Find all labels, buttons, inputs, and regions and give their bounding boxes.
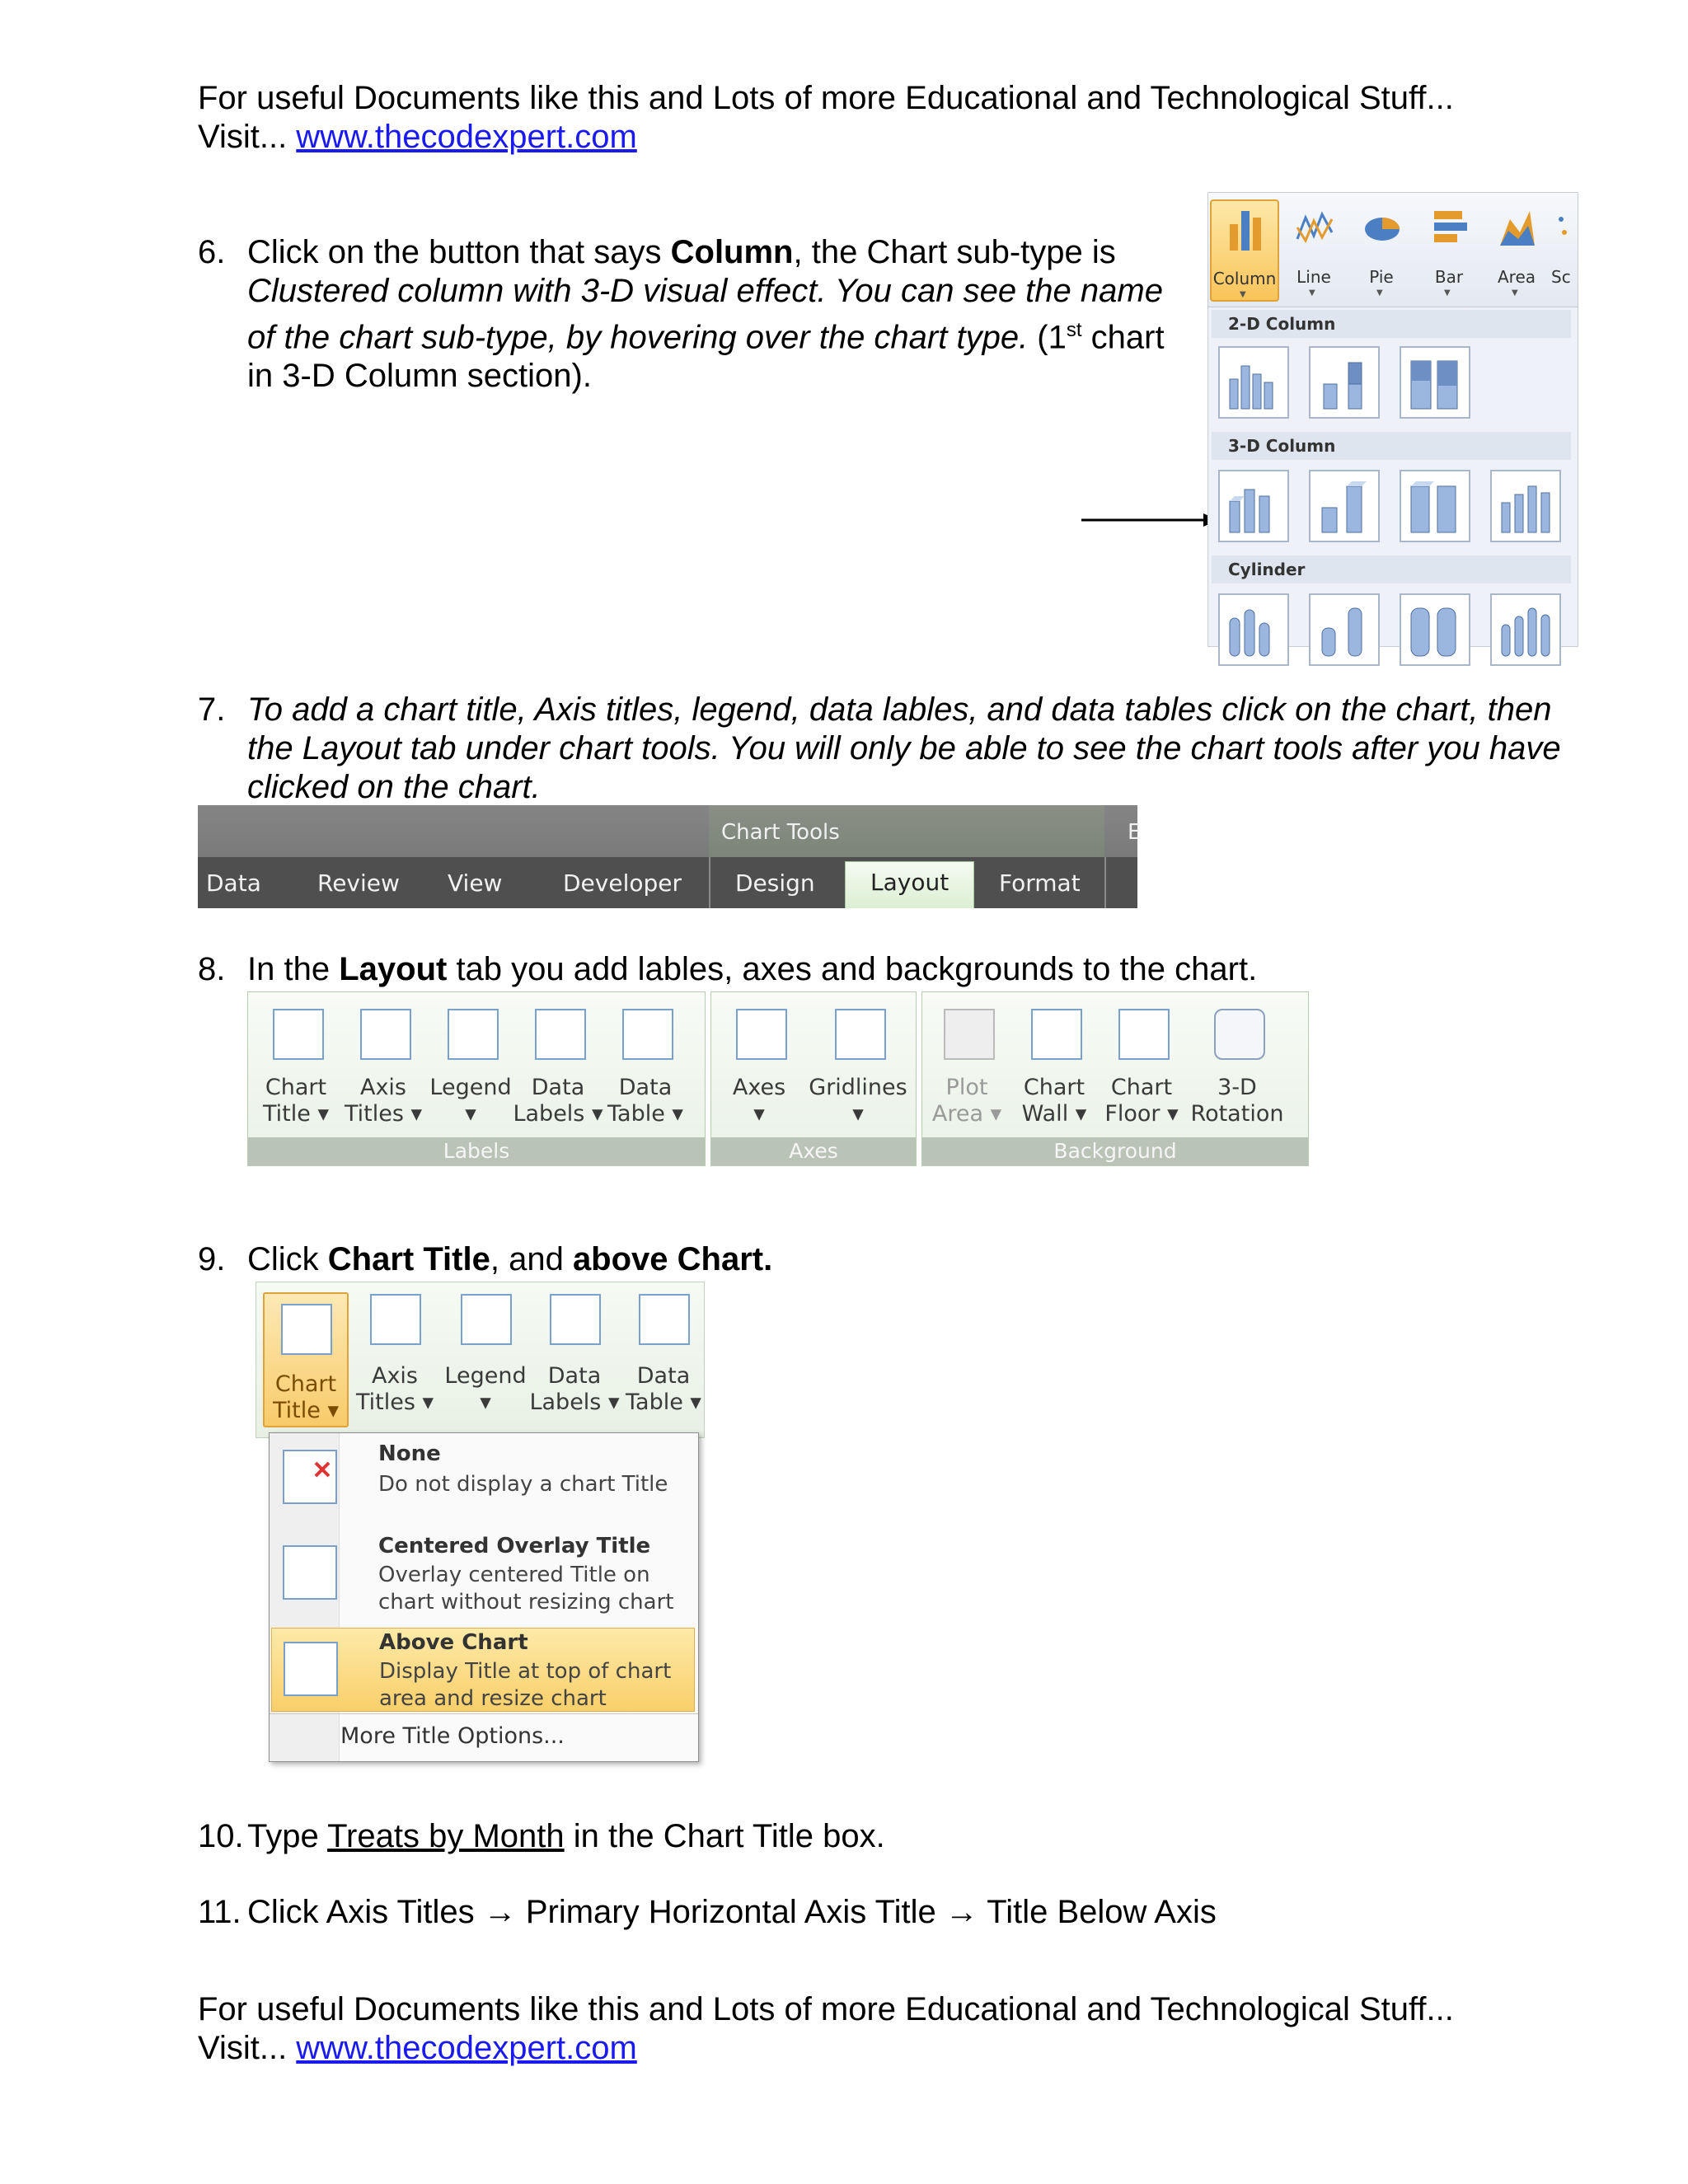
chart-title-icon <box>281 1304 332 1355</box>
axis-titles-icon <box>370 1294 421 1345</box>
chart-floor-icon <box>1118 1009 1170 1060</box>
more-title-options-link[interactable]: More Title Options... <box>340 1723 565 1749</box>
scatter-chart-icon <box>1556 203 1594 251</box>
step-6-line-4 <box>247 357 1220 396</box>
tab-design[interactable]: Design <box>735 869 815 897</box>
step-9-bold-above-chart: above Chart. <box>572 1241 773 1277</box>
menu-item-above-chart-title: Above Chart <box>379 1630 528 1655</box>
data-table-label-l2: Table ▾ <box>607 1101 683 1127</box>
menu-item-above-chart-desc: Display Title at top of chart area and resize chart <box>379 1659 672 1711</box>
step-9-text <box>247 1240 1607 1279</box>
chart-subtype-100-stacked-column[interactable] <box>1400 346 1470 419</box>
step-9-number: 9. <box>198 1241 226 1277</box>
chart-type-area-button[interactable] <box>1484 199 1550 298</box>
data-labels-label-l2: Labels ▾ <box>513 1101 603 1127</box>
data-table-icon <box>639 1294 690 1345</box>
data-labels-mini-label <box>525 1363 624 1416</box>
gridlines-label <box>809 1075 907 1127</box>
legend-label <box>421 1075 520 1127</box>
step-9-text-a: Click <box>247 1241 328 1277</box>
chart-title-icon <box>273 1009 324 1060</box>
chart-wall-label <box>1005 1075 1104 1127</box>
chart-type-line-button[interactable] <box>1281 199 1347 298</box>
chevron-down-icon: ▼ <box>1309 288 1315 298</box>
3d-percent-stacked-column-icon <box>1404 478 1465 536</box>
data-table-mini-label-l1: Data <box>636 1363 691 1389</box>
section-cylinder: Cylinder <box>1212 555 1571 583</box>
header-visit-label: Visit... <box>198 119 297 155</box>
3d-rotation-label-l1: 3-D <box>1217 1075 1257 1100</box>
step-6-text-a: Click on the button that says <box>247 234 671 270</box>
chart-subtype-3d-column[interactable] <box>1490 470 1561 542</box>
tab-developer[interactable]: Developer <box>563 869 682 897</box>
section-2d-column: 2-D Column <box>1212 310 1571 338</box>
step-11-text: Click Axis Titles → Primary Horizontal Axis Title → Title Below Axis <box>247 1894 1217 1930</box>
step-6 <box>198 233 1187 398</box>
legend-mini-label-l1: Legend <box>444 1363 527 1389</box>
legend-label-l2: ▾ <box>465 1101 476 1127</box>
step-6-superscript: st <box>1066 319 1082 341</box>
chart-title-dropdown-menu <box>269 1432 699 1762</box>
step-7-line-3: clicked on the chart. <box>247 769 541 805</box>
axis-titles-mini-label <box>345 1363 444 1416</box>
3d-column-icon <box>1495 478 1556 536</box>
chart-title-button-active[interactable] <box>263 1292 349 1427</box>
axis-titles-mini-label-l1: Axis <box>371 1363 419 1389</box>
above-chart-title-icon <box>284 1642 338 1696</box>
chart-floor-label-l2: Floor ▾ <box>1104 1101 1179 1127</box>
chart-subtype-3d-cylinder[interactable] <box>1490 593 1561 666</box>
chart-type-area-label: Area <box>1497 267 1536 287</box>
data-table-mini-label-l2: Table ▾ <box>626 1390 701 1415</box>
chart-subtype-100-stacked-cylinder[interactable] <box>1400 593 1470 666</box>
legend-icon <box>448 1009 499 1060</box>
step-10-number: 10. <box>198 1818 244 1854</box>
ribbon-edge-char: E <box>1128 820 1142 845</box>
step-8-text-b: tab you add lables, axes and backgrounds to the chart. <box>447 951 1258 987</box>
labels-ribbon-mini <box>256 1282 705 1438</box>
axes-icon <box>736 1009 787 1060</box>
step-7-text <box>247 691 1607 807</box>
footer-website-link[interactable]: www.thecodexpert.com <box>296 2030 637 2066</box>
step-6-italic-b: of the chart sub-type, by hovering over the chart type. <box>247 319 1029 356</box>
step-9 <box>198 1240 1599 1282</box>
clustered-cylinder-icon <box>1223 602 1284 659</box>
chart-wall-label-l2: Wall ▾ <box>1021 1101 1087 1127</box>
tab-review[interactable]: Review <box>317 869 400 897</box>
step-6-line-3 <box>247 311 1220 357</box>
step-6-line-2 <box>247 272 1220 311</box>
data-table-icon <box>622 1009 673 1060</box>
column-chart-icon <box>1226 204 1264 252</box>
step-11 <box>198 1893 1599 1934</box>
chart-subtype-3d-100-stacked-column[interactable] <box>1400 470 1470 542</box>
chart-type-bar-button[interactable] <box>1416 199 1482 298</box>
step-10-text-b: in the Chart Title box. <box>564 1818 885 1854</box>
step-11-number: 11. <box>198 1894 241 1930</box>
step-7-line-1: To add a chart title, Axis titles, legend, data lables, and data tables click on the chart, then <box>247 691 1552 728</box>
gridlines-label-l2: ▾ <box>852 1101 864 1127</box>
percent-stacked-column-icon <box>1404 354 1465 412</box>
data-labels-label-l1: Data <box>531 1075 585 1100</box>
chart-type-bar-label: Bar <box>1434 267 1464 287</box>
step-6-bold-column: Column <box>670 234 794 270</box>
chart-subtype-3d-clustered-column[interactable] <box>1218 470 1289 542</box>
chevron-down-icon: ▼ <box>1240 290 1246 299</box>
footer-promo <box>198 1990 1599 2068</box>
tab-divider <box>709 857 710 908</box>
bar-chart-icon <box>1431 203 1469 251</box>
chart-type-scatter-button[interactable] <box>1551 199 1584 298</box>
line-chart-icon <box>1296 203 1334 251</box>
chart-subtype-clustered-column[interactable] <box>1218 346 1289 419</box>
chart-subtype-clustered-cylinder[interactable] <box>1218 593 1289 666</box>
chevron-down-icon: ▼ <box>1444 288 1451 298</box>
plot-area-icon <box>944 1009 995 1060</box>
axes-group <box>710 991 917 1166</box>
menu-item-centered-overlay-title: Centered Overlay Title <box>378 1534 651 1558</box>
data-table-mini-label <box>614 1363 713 1416</box>
chart-subtype-stacked-cylinder[interactable] <box>1309 593 1380 666</box>
data-labels-icon <box>535 1009 586 1060</box>
clustered-column-icon <box>1223 354 1284 412</box>
axis-titles-label-l1: Axis <box>359 1075 407 1100</box>
header-promo-text: For useful Documents like this and Lots of more Educational and Technological Stuff... <box>198 80 1454 116</box>
background-group <box>921 991 1309 1166</box>
step-6-text-b: , the Chart sub-type is <box>793 234 1116 270</box>
gridlines-icon <box>835 1009 886 1060</box>
3d-cylinder-icon <box>1495 602 1556 659</box>
step-8-text-a: In the <box>247 951 340 987</box>
chart-type-column-label: Column <box>1212 269 1277 288</box>
step-10-text-a: Type <box>247 1818 328 1854</box>
chevron-down-icon: ▼ <box>1376 288 1383 298</box>
step-10-text <box>247 1817 1607 1856</box>
step-6-text <box>247 233 1220 396</box>
legend-mini-label-l2: ▾ <box>480 1390 491 1415</box>
axes-group-label: Axes <box>711 1137 916 1165</box>
step-6-number: 6. <box>198 234 226 270</box>
area-chart-icon <box>1498 203 1536 251</box>
step-6-text-e: in 3-D Column section). <box>247 358 592 395</box>
labels-group-label: Labels <box>248 1137 705 1165</box>
menu-item-centered-overlay[interactable] <box>271 1529 695 1626</box>
chart-type-panel <box>1207 192 1578 647</box>
step-7-line-2: the Layout tab under chart tools. You will only be able to see the chart tools after you have <box>247 730 1561 766</box>
chart-floor-label <box>1092 1075 1191 1127</box>
chart-title-menu-screenshot <box>256 1282 705 1776</box>
axis-titles-label <box>334 1075 433 1127</box>
tab-view[interactable]: View <box>448 869 503 897</box>
menu-item-above-chart[interactable] <box>271 1628 695 1712</box>
layout-ribbon <box>247 991 1309 1166</box>
step-6-text-c: (1 <box>1028 319 1067 356</box>
step-7-number: 7. <box>198 691 226 728</box>
percent-stacked-cylinder-icon <box>1404 602 1465 659</box>
axis-titles-icon <box>360 1009 411 1060</box>
step-8-number: 8. <box>198 951 226 987</box>
chart-title-label-l2: Title ▾ <box>263 1101 329 1127</box>
chart-wall-label-l1: Chart <box>1023 1075 1085 1100</box>
chart-tools-label: Chart Tools <box>721 820 840 845</box>
chart-type-pie-button[interactable] <box>1348 199 1414 298</box>
chart-title-active-label-l1: Chart <box>274 1371 337 1397</box>
pointer-arrow-icon <box>1080 508 1220 532</box>
step-7 <box>198 691 1599 810</box>
header-website-link[interactable]: www.thecodexpert.com <box>296 119 637 155</box>
axes-label-l2: ▾ <box>753 1101 765 1127</box>
chart-wall-icon <box>1031 1009 1082 1060</box>
data-labels-icon <box>550 1294 601 1345</box>
stacked-cylinder-icon <box>1314 602 1375 659</box>
chart-type-line-label: Line <box>1296 267 1331 287</box>
menu-item-none-desc: Do not display a chart Title <box>378 1472 668 1497</box>
step-6-italic-a: Clustered column with 3-D visual effect. You can see the name <box>247 273 1163 309</box>
pie-chart-icon <box>1363 203 1401 251</box>
tab-data[interactable]: Data <box>206 869 261 897</box>
header-promo <box>198 79 1599 157</box>
centered-overlay-title-icon <box>283 1545 337 1600</box>
chart-type-bar <box>1208 193 1578 307</box>
chart-title-active-label <box>256 1371 355 1424</box>
chart-title-label <box>246 1075 345 1127</box>
stacked-column-icon <box>1314 354 1375 412</box>
section-3d-column: 3-D Column <box>1212 432 1571 460</box>
step-8 <box>198 950 1599 991</box>
step-9-text-b: , and <box>490 1241 573 1277</box>
step-8-bold-layout: Layout <box>339 951 448 987</box>
tab-layout[interactable]: Layout <box>845 861 974 908</box>
footer-visit-label: Visit... <box>198 2030 297 2066</box>
3d-clustered-column-icon <box>1223 478 1284 536</box>
menu-item-centered-overlay-desc: Overlay centered Title on chart without resizing chart <box>378 1563 674 1615</box>
axes-label-l1: Axes <box>732 1075 786 1100</box>
tab-divider <box>1104 857 1106 908</box>
axes-label <box>710 1075 809 1127</box>
chart-type-column-button[interactable] <box>1210 199 1279 302</box>
menu-item-none[interactable] <box>271 1436 695 1519</box>
ribbon-tab-strip <box>198 805 1142 908</box>
data-table-label <box>596 1075 695 1127</box>
chart-type-pie-label: Pie <box>1369 267 1394 287</box>
tab-format[interactable]: Format <box>999 869 1081 897</box>
step-6-line-1 <box>247 233 1220 272</box>
step-9-bold-chart-title: Chart Title <box>327 1241 490 1277</box>
chart-subtype-3d-stacked-column[interactable] <box>1309 470 1380 542</box>
footer-visit-line <box>198 2029 1599 2068</box>
gridlines-label-l1: Gridlines <box>809 1075 907 1100</box>
footer-promo-text: For useful Documents like this and Lots of more Educational and Technological Stuff... <box>198 1991 1454 2027</box>
step-10 <box>198 1817 1599 1858</box>
menu-item-none-title: None <box>378 1441 441 1466</box>
legend-mini-label <box>436 1363 535 1416</box>
data-labels-mini-label-l2: Labels ▾ <box>529 1390 620 1415</box>
close-icon <box>284 1451 335 1502</box>
3d-rotation-icon <box>1214 1009 1265 1060</box>
3d-stacked-column-icon <box>1314 478 1375 536</box>
no-title-icon <box>283 1450 337 1504</box>
legend-label-l1: Legend <box>429 1075 512 1100</box>
plot-area-label <box>917 1075 1016 1127</box>
legend-icon <box>461 1294 512 1345</box>
chart-subtype-stacked-column[interactable] <box>1309 346 1380 419</box>
step-8-text <box>247 950 1607 989</box>
data-table-label-l1: Data <box>618 1075 673 1100</box>
chart-title-active-label-l2: Title ▾ <box>273 1398 339 1423</box>
data-labels-label <box>509 1075 607 1127</box>
chevron-down-icon: ▼ <box>1512 288 1518 298</box>
step-10-underlined-title: Treats by Month <box>327 1818 565 1854</box>
menu-separator <box>270 1713 698 1714</box>
labels-group <box>247 991 706 1166</box>
axis-titles-label-l2: Titles ▾ <box>344 1101 423 1127</box>
background-group-label: Background <box>922 1137 1308 1165</box>
axis-titles-mini-label-l2: Titles ▾ <box>355 1390 434 1415</box>
header-visit-line <box>198 118 1599 157</box>
3d-rotation-label <box>1188 1075 1287 1127</box>
chart-type-scatter-label: Sc <box>1551 267 1571 287</box>
3d-rotation-label-l2: Rotation <box>1190 1101 1284 1127</box>
step-6-text-d: chart <box>1081 319 1165 356</box>
plot-area-label-l1: Plot <box>945 1075 988 1100</box>
data-labels-mini-label-l1: Data <box>547 1363 602 1389</box>
chart-title-label-l1: Chart <box>265 1075 327 1100</box>
plot-area-label-l2: Area ▾ <box>931 1101 1002 1127</box>
chart-floor-label-l1: Chart <box>1110 1075 1173 1100</box>
